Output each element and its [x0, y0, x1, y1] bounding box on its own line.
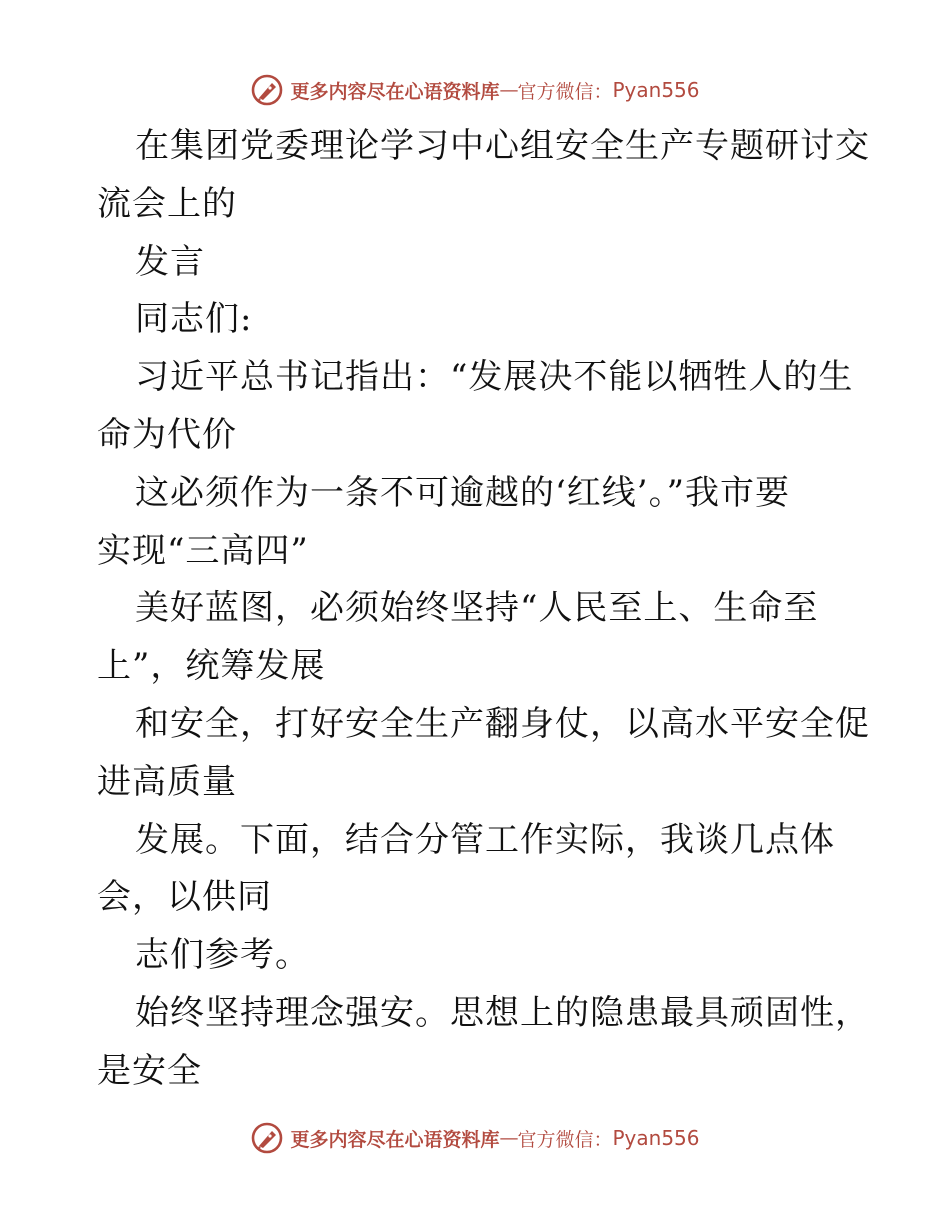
- paragraph-line: 会，以供同: [97, 877, 272, 918]
- banner-wechat-id: Pyan556: [612, 78, 700, 102]
- paragraph-line: 进高质量: [97, 761, 237, 802]
- banner-wechat-label: 官方微信：: [517, 80, 613, 103]
- paragraph-line: 美好蓝图，必须始终坚持“人民至上、生命至: [135, 588, 819, 629]
- banner-wechat-id: Pyan556: [612, 1126, 700, 1150]
- paragraph-line: 发展。下面，结合分管工作实际，我谈几点体: [135, 819, 835, 860]
- pen-nib-circle-icon: [250, 1121, 284, 1155]
- paragraph-line: 习近平总书记指出：“发展决不能以牺牲人的生: [135, 357, 854, 398]
- banner-main-text: 更多内容尽在心语资料库: [290, 1128, 500, 1151]
- pen-nib-circle-icon: [250, 73, 284, 107]
- title-line-1: 在集团党委理论学习中心组安全生产专题研讨交: [135, 126, 870, 166]
- paragraph-line: 这必须作为一条不可逾越的‘红线’。”我市要: [135, 472, 790, 513]
- banner-separator: —: [499, 79, 518, 101]
- paragraph-line: 是安全: [97, 1050, 202, 1091]
- document-body: [97, 118, 870, 1101]
- salutation: 同志们:: [135, 299, 253, 340]
- paragraph-line: 和安全，打好安全生产翻身仗，以高水平安全促: [135, 703, 870, 744]
- paragraph-line: 实现“三高四”: [97, 530, 309, 571]
- paragraph-line: 志们参考。: [135, 935, 310, 976]
- title-line-3: 发言: [135, 241, 205, 282]
- footer-banner[interactable]: [0, 1118, 950, 1158]
- banner-main-text: 更多内容尽在心语资料库: [290, 80, 500, 103]
- banner-separator: —: [499, 1127, 518, 1149]
- paragraph-line: 始终坚持理念强安。思想上的隐患最具顽固性，: [135, 992, 870, 1033]
- paragraph-line: 上”，统筹发展: [97, 646, 326, 687]
- paragraph-line: 命为代价: [97, 414, 237, 455]
- banner-wechat-label: 官方微信：: [517, 1128, 613, 1151]
- header-banner[interactable]: [0, 70, 950, 110]
- title-line-2: 流会上的: [97, 183, 237, 224]
